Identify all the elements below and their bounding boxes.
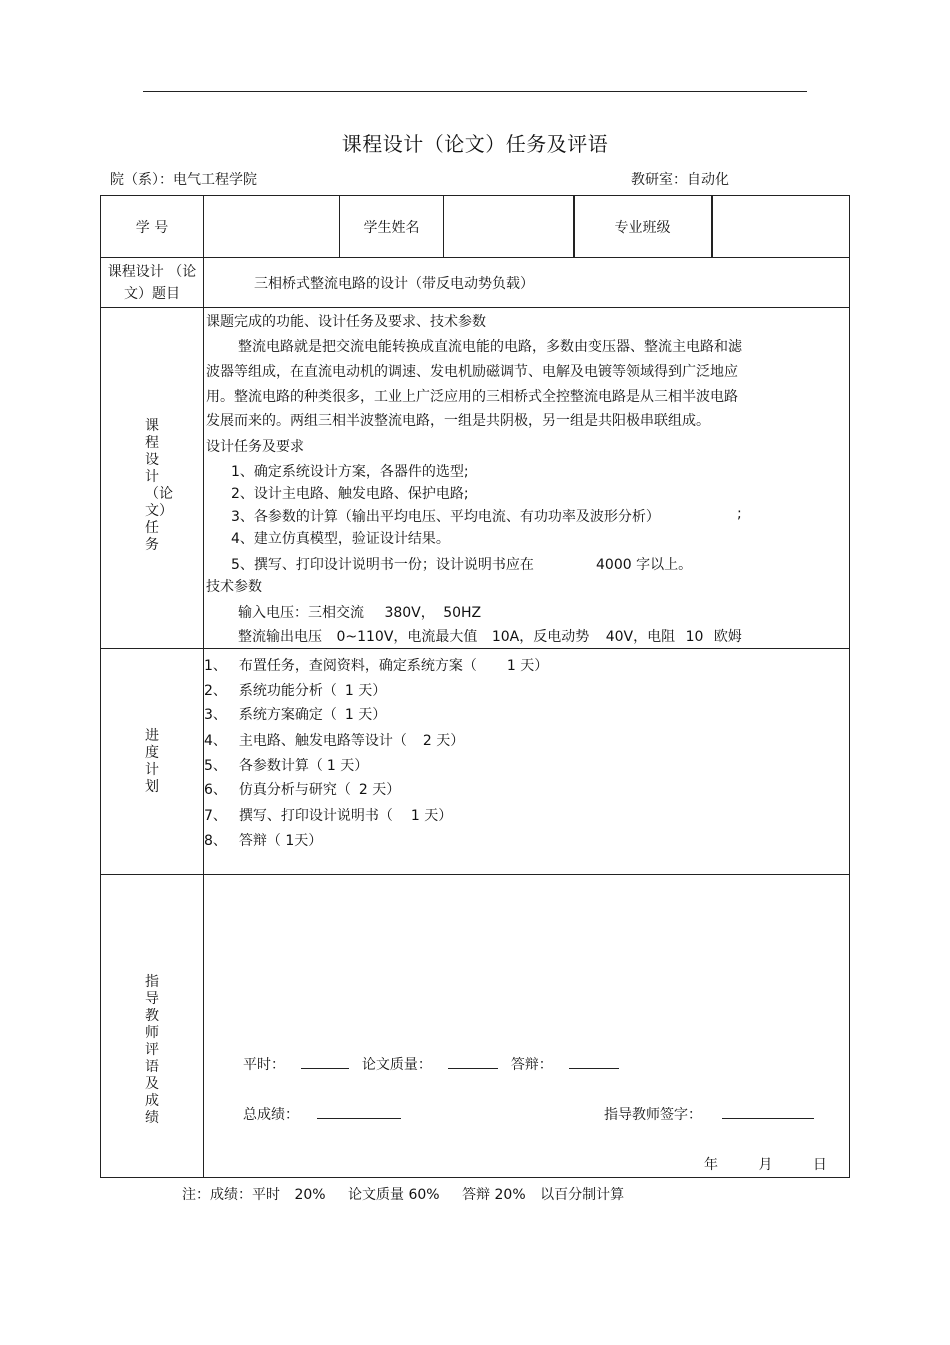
page-title: 课程设计（论文）任务及评语 xyxy=(341,132,609,156)
schedule-days: 1 天） xyxy=(410,808,453,824)
schedule-item xyxy=(204,704,386,724)
param2-part5: 10 xyxy=(685,629,704,645)
total-score-label: 总成绩： xyxy=(243,1107,299,1123)
schedule-item xyxy=(204,680,386,700)
schedule-item xyxy=(204,655,548,675)
scores-line xyxy=(243,1054,619,1074)
schedule-days: 1 天） xyxy=(344,707,387,723)
topic-value: 三相桥式整流电路的设计（带反电动势负载） xyxy=(204,258,850,308)
topic-label-line1: 课程设计 （论 xyxy=(107,263,197,280)
schedule-text: 撰写、打印设计说明书（ xyxy=(238,808,393,824)
student-id-label: 学 号 xyxy=(101,196,204,258)
requirement-4: 4、建立仿真模型，验证设计结果。 xyxy=(231,531,450,547)
note-quality: 论文质量 60% xyxy=(348,1187,440,1203)
requirement-5: 5、撰写、打印设计说明书一份；设计说明书应在 xyxy=(231,557,534,573)
task-label-cell xyxy=(101,308,204,649)
schedule-text: 答辩（ 1天） xyxy=(238,833,323,849)
section-label: 教研室：自动化 xyxy=(631,172,729,188)
schedule-num: 3、 xyxy=(204,707,227,723)
schedule-item xyxy=(204,805,452,825)
evaluation-content xyxy=(204,875,850,1178)
requirement-3-tail: ; xyxy=(737,506,742,522)
topic-row xyxy=(101,258,850,308)
param1-part1: 输入电压：三相交流 xyxy=(238,605,364,621)
student-name-field[interactable] xyxy=(444,196,574,258)
task-row xyxy=(101,308,850,649)
schedule-label: 进度计划 xyxy=(145,727,159,795)
class-field[interactable] xyxy=(712,196,850,258)
schedule-days: 2 天） xyxy=(358,782,401,798)
total-score-field[interactable] xyxy=(317,1104,401,1119)
schedule-item xyxy=(204,755,368,775)
schedule-days: 1 天） xyxy=(326,758,369,774)
schedule-num: 6、 xyxy=(204,782,227,798)
note-prefix: 注：成绩：平时 xyxy=(182,1187,280,1203)
param2-part2: 0~110V，电流最大值 xyxy=(336,629,478,645)
signature-field[interactable] xyxy=(722,1104,814,1119)
schedule-text: 仿真分析与研究（ xyxy=(238,782,351,798)
defense-score-field[interactable] xyxy=(569,1054,619,1069)
evaluation-label-cell xyxy=(101,875,204,1178)
student-id-field[interactable] xyxy=(204,196,340,258)
schedule-text: 布置任务，查阅资料，确定系统方案（ xyxy=(238,658,477,674)
task-heading: 课题完成的功能、设计任务及要求、技术参数 xyxy=(206,314,486,330)
param-input-voltage xyxy=(238,602,481,622)
note-suffix: 以百分制计算 xyxy=(540,1187,625,1203)
note-defense: 答辩 20% xyxy=(462,1187,526,1203)
requirement-2: 2、设计主电路、触发电路、保护电路; xyxy=(231,486,469,502)
total-line xyxy=(243,1104,401,1124)
class-label: 专业班级 xyxy=(574,196,712,258)
signature-line xyxy=(604,1104,814,1124)
intro-line-4: 发展而来的。两组三相半波整流电路，一组是共阴极，另一组是共阳极串联组成。 xyxy=(206,413,710,429)
signature-label: 指导教师签字： xyxy=(604,1107,702,1123)
month-label: 月 xyxy=(758,1157,773,1173)
evaluation-row xyxy=(101,875,850,1178)
schedule-text: 系统方案确定（ xyxy=(238,707,337,723)
schedule-days: 1 天） xyxy=(344,683,387,699)
param1-part2: 380V， xyxy=(384,605,435,621)
usual-score-field[interactable] xyxy=(301,1054,349,1069)
schedule-text: 主电路、触发电路等设计（ xyxy=(238,733,407,749)
schedule-text: 系统功能分析（ xyxy=(238,683,337,699)
schedule-num: 4、 xyxy=(204,733,227,749)
assignment-form-table xyxy=(100,195,850,1178)
task-label: 课程设计（论文）任务 xyxy=(145,418,173,553)
param1-part3: 50HZ xyxy=(443,605,482,621)
evaluation-label: 指导教师评语及成绩 xyxy=(145,973,159,1126)
defense-score-label: 答辩： xyxy=(510,1057,553,1073)
intro-line-1: 整流电路就是把交流电能转换成直流电能的电路，多数由变压器、整流主电路和滤 xyxy=(238,339,742,355)
schedule-row xyxy=(101,649,850,875)
schedule-num: 8、 xyxy=(204,833,227,849)
topic-label xyxy=(101,258,204,308)
usual-score-label: 平时： xyxy=(243,1057,285,1073)
note-usual-pct: 20% xyxy=(294,1187,326,1203)
param2-part4: 40V，电阻 xyxy=(605,629,676,645)
schedule-num: 5、 xyxy=(204,758,227,774)
intro-line-2: 波器等组成，在直流电动机的调速、发电机励磁调节、电解及电镀等领域得到广泛地应 xyxy=(206,364,738,380)
schedule-days: 2 天） xyxy=(422,733,465,749)
schedule-item xyxy=(204,779,400,799)
param-output xyxy=(238,626,742,646)
student-name-label: 学生姓名 xyxy=(340,196,444,258)
schedule-label-cell xyxy=(101,649,204,875)
requirements-heading: 设计任务及要求 xyxy=(206,439,304,455)
date-line xyxy=(704,1154,827,1174)
topic-label-line2: 文）题目 xyxy=(124,285,180,302)
param2-part1: 整流输出电压 xyxy=(238,629,322,645)
schedule-item xyxy=(204,730,464,750)
param2-part3: 10A，反电动势 xyxy=(491,629,590,645)
schedule-days: 1 天） xyxy=(506,658,549,674)
schedule-text: 各参数计算（ xyxy=(238,758,323,774)
schedule-num: 7、 xyxy=(204,808,227,824)
requirement-1: 1、确定系统设计方案，各器件的选型; xyxy=(231,464,469,480)
schedule-num: 2、 xyxy=(204,683,227,699)
task-content xyxy=(204,308,850,649)
param2-part6: 欧姆 xyxy=(713,629,742,645)
schedule-num: 1、 xyxy=(204,658,227,674)
student-info-row xyxy=(101,196,850,258)
requirement-3: 3、各参数的计算（输出平均电压、平均电流、有功功率及波形分析） xyxy=(231,509,660,525)
schedule-item xyxy=(204,830,322,850)
quality-score-label: 论文质量： xyxy=(361,1057,432,1073)
day-label: 日 xyxy=(812,1157,827,1173)
grading-note xyxy=(182,1184,624,1204)
year-label: 年 xyxy=(704,1157,718,1173)
quality-score-field[interactable] xyxy=(448,1054,498,1069)
params-heading: 技术参数 xyxy=(206,579,262,595)
requirement-5-tail: 4000 字以上。 xyxy=(596,557,693,573)
top-rule xyxy=(143,91,807,92)
intro-line-3: 用。整流电路的种类很多，工业上广泛应用的三相桥式全控整流电路是从三相半波电路 xyxy=(206,389,738,405)
schedule-content xyxy=(204,649,850,875)
department-label: 院（系）：电气工程学院 xyxy=(110,172,257,188)
